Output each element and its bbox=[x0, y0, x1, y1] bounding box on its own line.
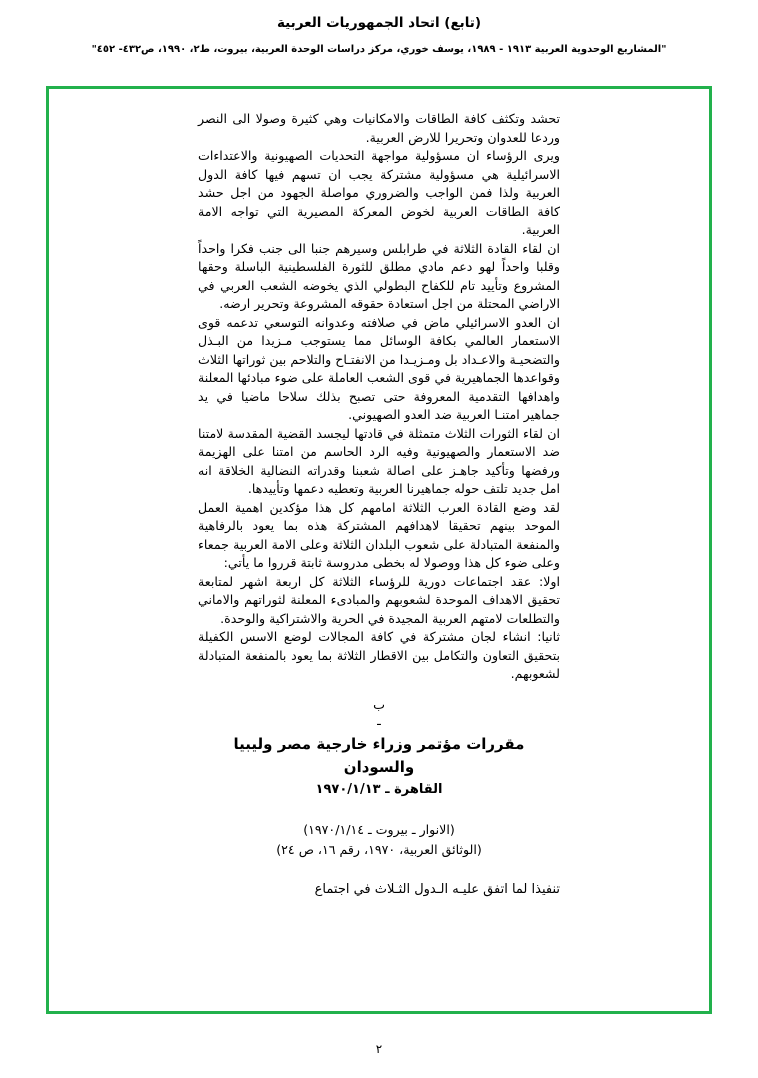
paragraph: اولا: عقد اجتماعات دورية للرؤساء الثلاثة كل اربعة اشهر لمتابعة تحقيق الاهداف الموحدة لشعوبهم والمبادىء المعلنة لثوراتهم والاماني والتطلعات لامتهم العربية المجيدة في الحرية والاشتراكية والوحدة. bbox=[198, 573, 560, 626]
reference-line-1: (الانوار ـ بيروت ـ ١٩٧٠/١/١٤) bbox=[303, 821, 455, 837]
closing-paragraph: تنفيذا لما اتفق عليـه الـدول الثـلاث في اجتماع bbox=[314, 882, 560, 898]
page-title: (تابع) اتحاد الجمهوريات العربية bbox=[276, 15, 482, 31]
section-underline: ـ bbox=[377, 713, 381, 729]
paragraph: ويرى الرؤساء ان مسؤولية مواجهة التحديات الصهيونية والاعتداءات الاسرائيلية هي مسؤولية مشتركة يجب ان تسهم فيها كافة الدول العربية ولذا فمن الواجب والضروري مواصلة الجهود من اجل حشد كافة الطاقات العربية لخوض المعركة المصيرية التي تواجه الامة العربية. bbox=[198, 148, 560, 237]
source-citation: "المشاريع الوحدوية العربية ١٩١٣ - ١٩٨٩، يوسف خوري، مركز دراسات الوحدة العربية، بيروت، ط٢، ١٩٩٠، ص٤٣٢- ٤٥٢" bbox=[91, 43, 667, 55]
paragraph: ان العدو الاسرائيلي ماض في صلافته وعدوانه التوسعي تدعمه قوى الاستعمار العالمي بكافة الوسائل مما يستوجب مـزيدا من البـذل والتضحيـة والاعـداد بل ومـزيـدا من الانفتـاح والتلاحم بين ثوراتها الثلاث وقواعدها الجماهيرية في قوى الشعب العاملة على ضوء مبادئها المعلنة واهدافها التقدمية المعروفة حتى تصبح بذلك سلاحا ماضيا في يد جماهير امتنـا العربية ضد العدو الصهيوني. bbox=[198, 314, 560, 422]
paragraph: لقد وضع القادة العرب الثلاثة امامهم كل هذا مؤكدين اهمية العمل الموحد بينهم تحقيقا لاهدافهم المشتركة هذه بما يعود بالرفاهية والمنفعة المتبادلة على شعوب البلدان الثلاثة وعلى الامة العربية جمعاء وعلى ضوء كل هذا ووصولا له بخطى مدروسة ثابتة قرروا ما يأتي: bbox=[198, 499, 560, 570]
paragraph: ثانيا: انشاء لجان مشتركة في كافة المجالات لوضع الاسس الكفيلة بتحقيق التعاون والتكامل بين الاقطار الثلاثة بما يعود بالمنفعة المتبادلة لشعوبهم. bbox=[198, 629, 560, 681]
reference-line-2: (الوثائق العربية، ١٩٧٠، رقم ١٦، ص ٢٤) bbox=[276, 841, 482, 857]
document-body bbox=[56, 96, 702, 1004]
paragraph: ان لقاء الثورات الثلاث متمثلة في قادتها ليجسد القضية المقدسة لامتنا ضد الاستعمار والصهيونية وفيه الرد الحاسم من امتنا على الهزيمة ورفضها وتأكيد جاهـز على اصالة شعبنا وقدراته النضالية الخلاقة انه امل جديد تلتف حوله جماهيرنا العربية وتعطيه دعمها وتأييدها. bbox=[198, 425, 560, 496]
page-header bbox=[0, 0, 758, 57]
reference-block bbox=[198, 820, 560, 860]
section-title: مقررات مؤتمر وزراء خارجية مصر وليبيا والسودان bbox=[233, 735, 525, 776]
section-marker bbox=[198, 696, 560, 732]
section-place-date: القاهرة ـ ١٩٧٠/١/١٣ bbox=[315, 782, 443, 798]
paragraph: ان لقاء القادة الثلاثة في طرابلس وسيرهم جنبا الى جنب فكرا واحداً وقلبا واحداً لهو دعم مادي مطلق للثورة الفلسطينية الباسلة وحقها المشروع وتأييد تام للكفاح البطولي الذي يخوضه الشعب العربي في الاراضي المحتلة من اجل استعادة حقوقه المشروعة وتحرير ارضه. bbox=[198, 240, 560, 311]
page-number: ٢ bbox=[375, 1042, 383, 1056]
section-letter: ب bbox=[373, 696, 385, 712]
paragraph: تحشد وتكثف كافة الطاقات والامكانيات وهي كثيرة وصولا الى النصر وردعا للعدوان وتحريرا للارض العربية. bbox=[198, 111, 560, 145]
